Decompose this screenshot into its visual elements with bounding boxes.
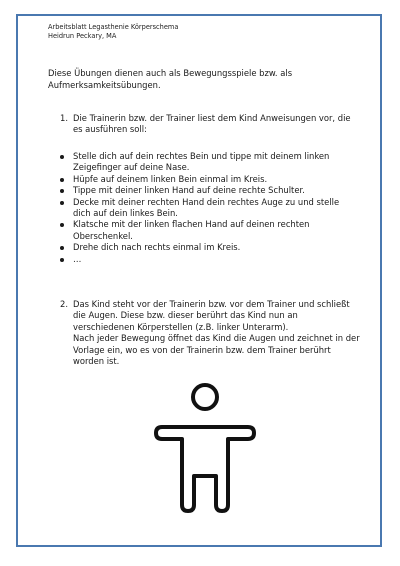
exercise-text: Die Trainerin bzw. der Trainer liest dem Kind Anweisungen vor, die es ausführen soll: — [73, 113, 351, 135]
body-outline-icon — [150, 381, 260, 515]
instruction-item — [58, 242, 358, 253]
document-header — [48, 23, 178, 40]
bullet-dot — [60, 189, 64, 193]
bullet-dot — [60, 258, 64, 262]
instruction-item — [58, 219, 358, 242]
instruction-text: … — [73, 253, 82, 264]
instruction-text: Drehe dich nach rechts einmal im Kreis. — [73, 242, 241, 253]
header-author: Heidrun Peckary, MA — [48, 31, 117, 40]
instruction-text: Tippe mit deiner linken Hand auf deine rechte Schulter. — [73, 185, 305, 196]
instruction-item — [58, 197, 358, 220]
bullet-dot — [60, 246, 64, 250]
exercise-number: 2. — [60, 299, 68, 309]
bullet-dot — [60, 223, 64, 227]
instruction-text: Decke mit deiner rechten Hand dein rechtes Auge zu und stelle dich auf dein linkes Bein. — [73, 196, 340, 219]
header-title: Arbeitsblatt Legasthenie Körperschema — [48, 23, 179, 31]
instruction-item — [58, 151, 358, 174]
bullet-dot — [60, 178, 64, 182]
exercise-item-1 — [60, 113, 360, 136]
exercise-number: 1. — [60, 113, 68, 123]
instruction-item — [58, 174, 358, 185]
instruction-list — [58, 151, 358, 265]
instruction-text: Stelle dich auf dein rechtes Bein und tippe mit deinem linken Zeigefinger auf deine Nase. — [73, 151, 330, 173]
instruction-item — [58, 254, 358, 265]
instruction-text: Hüpfe auf deinem linken Bein einmal im Kreis. — [73, 173, 268, 184]
bullet-dot — [60, 201, 64, 205]
exercise-text: Das Kind steht vor der Trainerin bzw. vor dem Trainer und schließt die Augen. Diese bzw. dieser berührt das Kind nun an verschiedenen Körperstellen (z.B. linker Unterarm). Nach jeder Bewegung öffnet das Kind die Augen und zeichnet in der Vorlage ein, wo es von der Trainerin bzw. dem Trainer berührt worden ist. — [73, 299, 360, 367]
instruction-text: Klatsche mit der linken flachen Hand auf deinen rechten Oberschenkel. — [73, 219, 310, 241]
exercise-item-2 — [60, 299, 360, 367]
intro-paragraph: Diese Übungen dienen auch als Bewegungsspiele bzw. als Aufmerksamkeitsübungen. — [48, 68, 293, 90]
instruction-item — [58, 185, 358, 196]
bullet-dot — [60, 155, 64, 159]
